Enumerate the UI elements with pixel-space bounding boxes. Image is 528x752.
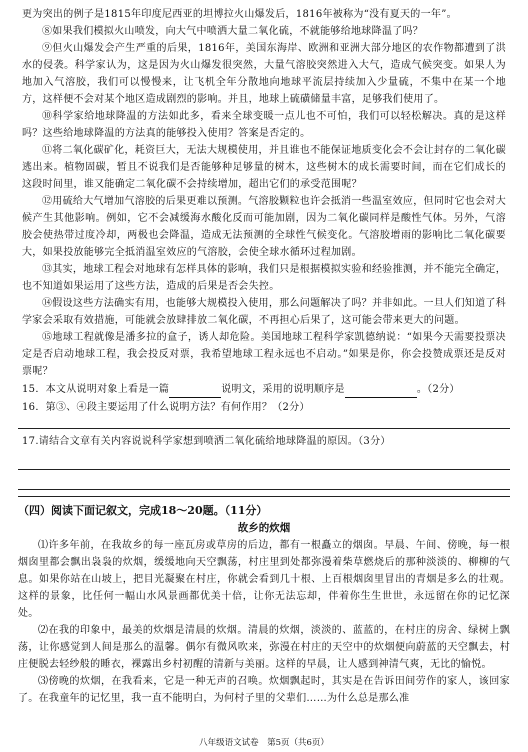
passage-paragraph-intro: 更为突出的例子是1815年印度尼西亚的坦博拉火山爆发后，1816年被称为“没有夏天的一年”。 xyxy=(22,9,457,20)
answer-line[interactable] xyxy=(18,470,510,490)
passage-paragraph-9: ⑨但火山爆发会产生严重的后果，1816年，美国东海岸、欧洲和亚洲大部分地区的农作物都遭到了洪水的侵袭。科学家认为，这是因为火山爆发很突然，大量气溶胶突然进入大气，造成气候突变。如果人为地加入气溶胶，我们可以慢慢来，让飞机全年分散地向地球平流层持续加入少量硫，不集中在某一个地方，这样便不会对某个地区造成剧烈的影响。并且，地球上硫磺储量丰富，足够我们使用了。 xyxy=(22,43,506,105)
article-title: 故乡的炊烟 xyxy=(237,522,291,534)
article-paragraph-2: ⑵在我的印象中，最美的炊烟是清晨的炊烟。清晨的炊烟，淡淡的、蓝蓝的，在村庄的房舍、绿树上飘荡，让你感觉到人间是那么的温馨。偶尔有微风吹来，弥漫在村庄的天空中的炊烟便向蔚蓝的天空飘去，村庄便脱去轻纱般的睡衣，裸露出乡村初醒的清新与美丽。这样的早晨，让人感到神清气爽，无比的愉悦。 xyxy=(18,625,510,670)
passage-paragraph-15: ⑮地球工程就像是潘多拉的盒子，诱人却危险。美国地球工程科学家凯德纳说：“如果今天需要投票决定是否启动地球工程，我会投反对票，我希望地球工程永远也不启动。”如果是你，你会投赞成票还是反对票呢？ xyxy=(22,332,506,377)
passage-paragraph-12: ⑫用硫给大气增加气溶胶的后果更难以预测。气溶胶颗粒也许会抵消一些温室效应，但同时它也会对大候产生其他影响。例如，它不会减缓海水酸化反而可能加剧，因为二氧化碳同样是酸性气体。另外，气溶胶会使热带过度冷却，两极也会降温，造成无法预测的全球性气候变化。气溶胶增雨的影响比二氧化碳要大，如果投放能够完全抵消温室效应的气溶胶，会使全球水循环过程加剧。 xyxy=(22,196,506,258)
passage-paragraph-11: ⑪将二氧化碳矿化，耗资巨大，无法大规模使用，并且谁也不能保证地质变化会不会让封存的二氧化碳逃出来。植物固碳，暂且不说我们是否能够种足够量的树木，这些树木的成长需要时间，而在它们成长的这段时间里，谁又能确定二氧化碳不会持续增加，超出它们的承受范围呢？ xyxy=(22,145,506,190)
answer-line[interactable] xyxy=(18,450,510,470)
passage-paragraph-8: ⑧如果我们模拟火山喷发，向大气中喷洒大量二氧化硫，不就能够给地球降温了吗？ xyxy=(42,26,424,37)
article-paragraph-1: ⑴许多年前，在我故乡的每一座瓦房或草房的后边，都有一根矗立的烟囱。早晨、午间、傍晚，每一根烟囱里都会飘出袅袅的炊烟，缓缓地向天空飘荡，村庄里到处都弥漫着柴草燃烧后的那种淡淡的、柳柳的气息。如果你站在山坡上，把目光凝聚在村庄，你就会看到几十根、上百根烟囱里冒出的青烟是多么的壮观。这样的景象，比任何一幅山水风景画都优美十倍，让你无法忘却，伴着你生生世世，永远留在你的记忆深处。 xyxy=(18,540,510,619)
question-15 xyxy=(22,381,506,398)
answer-line[interactable] xyxy=(18,416,510,429)
page-footer: 八年级语文试卷 第5页（共6页） xyxy=(199,738,329,748)
question-17: 17.请结合文章有关内容说说科学家想到喷洒二氧化硫给地球降温的原因。（3分） xyxy=(22,436,391,447)
question-15-part-a: 15．本文从说明对象上看是一篇 xyxy=(22,384,170,395)
reading-section-4 xyxy=(18,496,510,707)
answer-blank-2[interactable] xyxy=(345,385,417,398)
question-15-part-b: 说明文，采用的说明顺序是 xyxy=(221,384,345,395)
article-paragraph-3: ⑶傍晚的炊烟，在我看来，它是一种无声的召唤。炊烟飘起时，其实是在告诉田间劳作的家人，该回家了。在我童年的记忆里，我一直不能明白，为何村子里的父辈们……为什么总是那么准 xyxy=(18,676,510,704)
passage-paragraph-13: ⑬其实，地球工程会对地球有怎样具体的影响，我们只是根据模拟实验和经验推测，并不能完全确定，也不知道如果运用了这些方法，造成的后果是否会失控。 xyxy=(22,264,506,292)
passage-paragraph-10: ⑩科学家给地球降温的方法如此多，看来全球变暖一点儿也不可怕，我们可以轻松解决。真的是这样吗？这些给地球降温的方法真的能够投入使用？答案是否定的。 xyxy=(22,111,506,139)
question-15-part-c: 。（2分） xyxy=(416,384,460,395)
passage-paragraph-14: ⑭假设这些方法确实有用，也能够大规模投入使用，那么问题解决了吗？并非如此。一旦人们知道了科学家会采取有效措施，可能就会放肆排放二氧化碳，不再担心后果了，这可能会带来更大的问题。 xyxy=(22,298,506,326)
question-16: 16．第③、④段主要运用了什么说明方法？有何作用？（2分） xyxy=(22,402,310,413)
section-heading: （四）阅读下面记叙文，完成18～20题。（11分） xyxy=(18,504,268,517)
answer-blank-1[interactable] xyxy=(169,385,221,398)
